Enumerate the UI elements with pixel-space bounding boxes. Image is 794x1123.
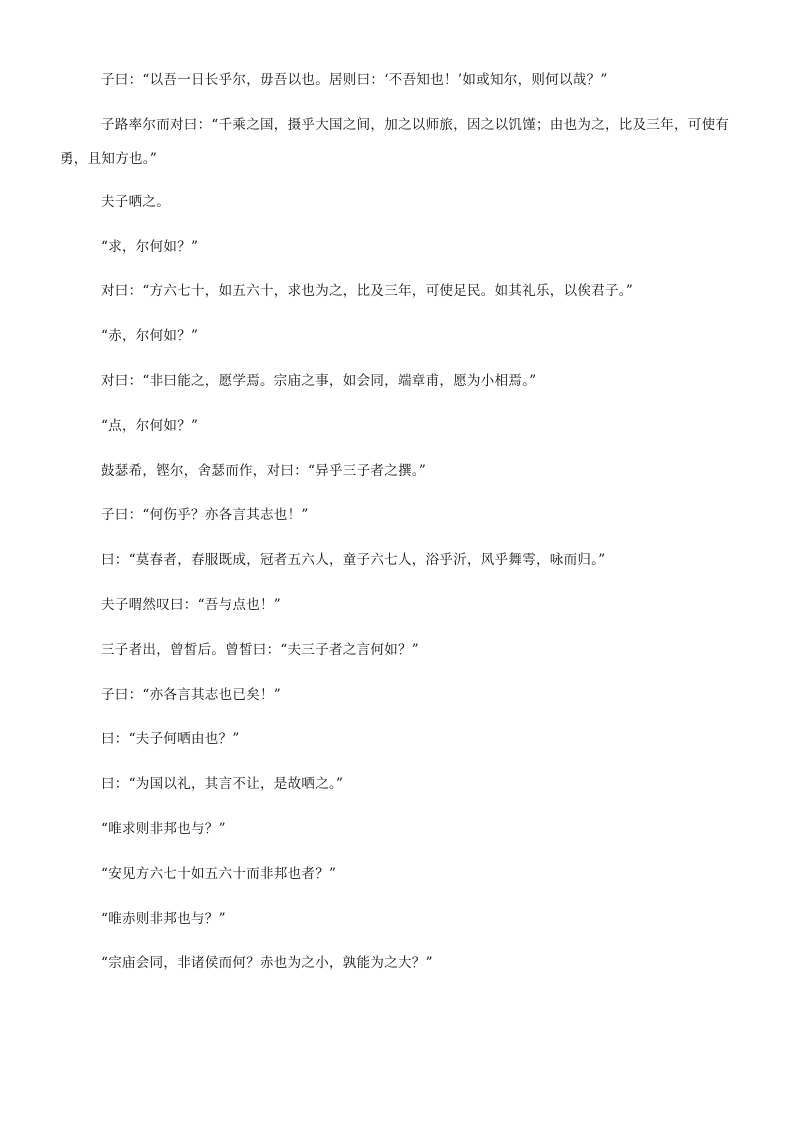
paragraph-10: 子曰：“何伤乎？亦各言其志也！” xyxy=(101,507,309,523)
paragraph-14: 子曰：“亦各言其志也已矣！” xyxy=(101,687,282,703)
paragraph-9: 鼓瑟希，铿尔，舍瑟而作，对曰：“异乎三子者之撰。” xyxy=(101,463,427,479)
paragraph-18: “安见方六七十如五六十而非邦也者？” xyxy=(101,866,337,882)
paragraph-16: 曰：“为国以礼，其言不让，是故哂之。” xyxy=(101,776,344,792)
paragraph-19: “唯赤则非邦也与？” xyxy=(101,911,226,927)
paragraph-2: 子路率尔而对曰：“千乘之国，摄乎大国之间，加之以师旅，因之以饥馑；由也为之，比及三年，可使有勇，且知方也。” xyxy=(60,117,730,167)
paragraph-13: 三子者出，曾皙后。曾皙曰：“夫三子者之言何如？” xyxy=(101,642,420,658)
paragraph-11: 曰：“莫春者，春服既成，冠者五六人，童子六七人，浴乎沂，风乎舞雩，咏而归。” xyxy=(101,552,606,568)
paragraph-12: 夫子喟然叹曰：“吾与点也！” xyxy=(101,597,282,613)
paragraph-6: “赤，尔何如？” xyxy=(101,328,199,344)
paragraph-15: 曰：“夫子何哂由也？” xyxy=(101,731,240,747)
paragraph-3: 夫子哂之。 xyxy=(101,194,170,210)
paragraph-17: “唯求则非邦也与？” xyxy=(101,821,226,837)
paragraph-5: 对曰：“方六七十，如五六十，求也为之，比及三年，可使足民。如其礼乐，以俟君子。” xyxy=(101,283,634,299)
paragraph-7: 对曰：“非曰能之，愿学焉。宗庙之事，如会同，端章甫，愿为小相焉。” xyxy=(101,373,537,389)
paragraph-8: “点，尔何如？” xyxy=(101,418,199,434)
paragraph-4: “求，尔何如？” xyxy=(101,239,199,255)
paragraph-1: 子曰：“以吾一日长乎尔，毋吾以也。居则曰：‘不吾知也！’如或知尔，则何以哉？” xyxy=(101,72,608,88)
paragraph-20: “宗庙会同，非诸侯而何？赤也为之小，孰能为之大？” xyxy=(101,955,433,971)
